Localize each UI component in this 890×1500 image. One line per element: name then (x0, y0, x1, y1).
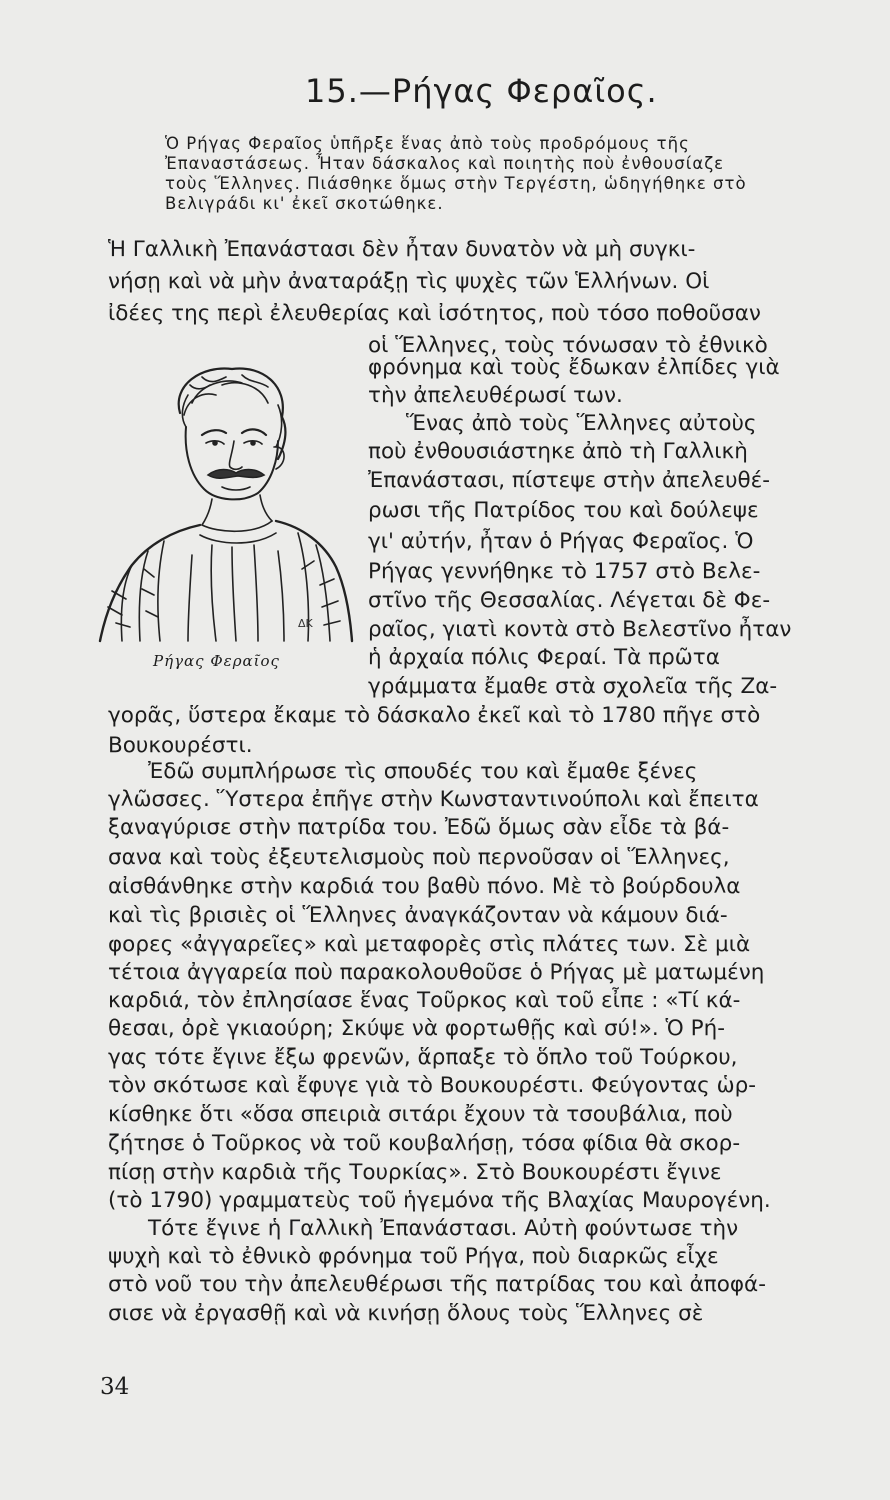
text-line: Βουκουρέστι. (108, 733, 253, 758)
text-line: γορᾶς, ὕστερα ἔκαμε τὸ δάσκαλο ἐκεῖ καὶ τὸ 1780 πῆγε στὸ (108, 703, 761, 728)
text-line: Ἐδῶ συμπλήρωσε τὶς σπουδές του καὶ ἔμαθε ξένες (148, 759, 698, 784)
text-line: στῖνο τῆς Θεσσαλίας. Λέγεται δὲ Φε- (368, 588, 771, 613)
text-line: Ἕνας ἀπὸ τοὺς Ἕλληνες αὐτοὺς (406, 411, 757, 436)
text-line: πίσῃ στὴν καρδιὰ τῆς Τουρκίας». Στὸ Βουκουρέστι ἔγινε (108, 1160, 722, 1185)
text-line: γράμματα ἔμαθε στὰ σχολεῖα τῆς Ζα- (368, 674, 778, 699)
text-line: ραῖος, γιατὶ κοντὰ στὸ Βελεστῖνο ἦταν (368, 617, 792, 642)
text-line: σισε νὰ ἐργασθῇ καὶ νὰ κινήσῃ ὅλους τοὺς Ἕλληνες σὲ (108, 1301, 704, 1326)
text-line: τὸν σκότωσε καὶ ἔφυγε γιὰ τὸ Βουκουρέστι. Φεύγοντας ὡρ- (108, 1073, 756, 1098)
text-line: φορες «ἀγγαρεῖες» καὶ μεταφορὲς στὶς πλάτες των. Σὲ μιὰ (108, 932, 751, 957)
text-line: τέτοια ἀγγαρεία ποὺ παρακολουθοῦσε ὁ Ρήγας μὲ ματωμένη (108, 960, 765, 985)
portrait-caption: Ρήγας Φεραῖος (153, 652, 280, 670)
text-line: ἡ ἀρχαία πόλις Φεραί. Τὰ πρῶτα (368, 645, 720, 670)
text-line: αἰσθάνθηκε στὴν καρδιά του βαθὺ πόνο. Μὲ τὸ βούρδουλα (108, 874, 741, 899)
text-line: οἱ Ἕλληνες, τοὺς τόνωσαν τὸ ἐθνικὸ (368, 333, 768, 358)
text-line: τὴν ἀπελευθέρωσί των. (368, 383, 623, 408)
text-line: νήσῃ καὶ νὰ μὴν ἀναταράξῃ τὶς ψυχὲς τῶν Ἑλλήνων. Οἱ (108, 269, 710, 294)
text-line: ρωσι τῆς Πατρίδος του καὶ δούλεψε (368, 498, 759, 523)
portrait-engraving (92, 355, 354, 647)
text-line: ψυχὴ καὶ τὸ ἐθνικὸ φρόνημα τοῦ Ρήγα, ποὺ διαρκῶς εἶχε (108, 1244, 719, 1269)
text-line: Τότε ἔγινε ἡ Γαλλικὴ Ἐπανάστασι. Αὐτὴ φούντωσε τὴν (148, 1216, 739, 1241)
summary-line: Βελιγράδι κι' ἐκεῖ σκοτώθηκε. (165, 194, 444, 213)
chapter-title: 15.—Ρήγας Φεραῖος. (305, 72, 658, 110)
artist-signature: ΔΚ (298, 617, 313, 630)
summary-line: Ὁ Ρήγας Φεραῖος ὑπῆρξε ἕνας ἀπὸ τοὺς προδρόμους τῆς (165, 134, 690, 153)
text-line: γας τότε ἔγινε ἔξω φρενῶν, ἅρπαξε τὸ ὅπλο τοῦ Τούρκου, (108, 1045, 738, 1070)
text-line: Ρήγας γεννήθηκε τὸ 1757 στὸ Βελε- (368, 559, 761, 584)
text-line: φρόνημα καὶ τοὺς ἔδωκαν ἐλπίδες γιὰ (368, 355, 780, 380)
portrait-illustration (92, 355, 354, 647)
text-line: ζήτησε ὁ Τοῦρκος νὰ τοῦ κουβαλήσῃ, τόσα φίδια θὰ σκορ- (108, 1131, 741, 1156)
text-line: ξαναγύρισε στὴν πατρίδα του. Ἐδῶ ὅμως σὰν εἶδε τὰ βά- (108, 815, 730, 840)
text-line: στὸ νοῦ του τὴν ἀπελευθέρωσι τῆς πατρίδας του καὶ ἀποφά- (108, 1272, 766, 1297)
chapter-summary (165, 134, 855, 214)
text-line: καρδιά, τὸν ἐπλησίασε ἕνας Τοῦρκος καὶ τοῦ εἶπε : «Τί κά- (108, 988, 741, 1013)
text-line: Ἐπανάστασι, πίστεψε στὴν ἀπελευθέ- (368, 468, 771, 493)
summary-line: τοὺς Ἕλληνες. Πιάσθηκε ὅμως στὴν Τεργέστη, ὡδηγήθηκε στὸ (165, 174, 747, 193)
text-line: ἰδέες της περὶ ἐλευθερίας καὶ ἰσότητος, ποὺ τόσο ποθοῦσαν (108, 301, 761, 326)
text-line: σανα καὶ τοὺς ἐξευτελισμοὺς ποὺ περνοῦσαν οἱ Ἕλληνες, (108, 845, 730, 870)
text-line: ποὺ ἐνθουσιάστηκε ἀπὸ τὴ Γαλλικὴ (368, 439, 748, 464)
text-line: θεσαι, ὀρὲ γκιαούρη; Σκύψε νὰ φορτωθῇς καὶ σύ!». Ὁ Ρή- (108, 1016, 725, 1041)
summary-line: Ἐπαναστάσεως. Ἦταν δάσκαλος καὶ ποιητὴς ποὺ ἐνθουσίαζε (165, 154, 725, 173)
text-line: κίσθηκε ὅτι «ὅσα σπειριὰ σιτάρι ἔχουν τὰ τσουβάλια, ποὺ (108, 1102, 733, 1127)
text-line: Ἡ Γαλλικὴ Ἐπανάστασι δὲν ἦταν δυνατὸν νὰ μὴ συγκι- (108, 237, 696, 262)
text-line: γι' αὐτήν, ἦταν ὁ Ρήγας Φεραῖος. Ὁ (368, 529, 754, 554)
page-number: 34 (100, 1374, 130, 1400)
text-line: γλῶσσες. Ὕστερα ἐπῆγε στὴν Κωνσταντινούπολι καὶ ἔπειτα (108, 787, 759, 812)
text-line: (τὸ 1790) γραμματεὺς τοῦ ἡγεμόνα τῆς Βλαχίας Μαυρογένη. (108, 1188, 771, 1213)
text-line: καὶ τὶς βρισιὲς οἱ Ἕλληνες ἀναγκάζονταν νὰ κάμουν διά- (108, 903, 728, 928)
